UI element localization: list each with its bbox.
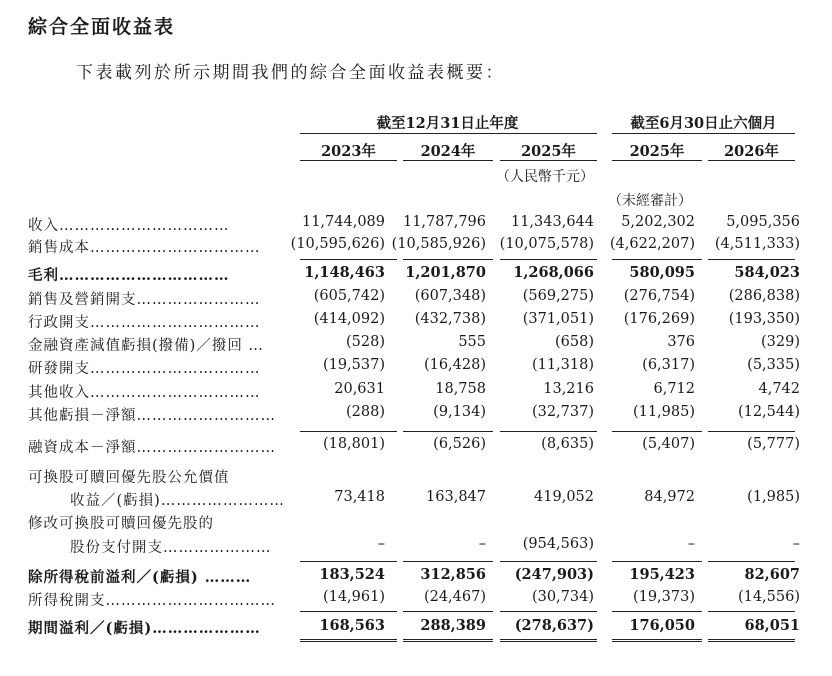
- row-value: 555: [458, 334, 486, 350]
- row-value: (16,428): [423, 357, 486, 373]
- row-value: 68,051: [744, 617, 800, 634]
- row-value: (10,075,578): [499, 236, 594, 252]
- total-double-rule: [403, 639, 493, 642]
- row-value: 20,631: [334, 381, 385, 397]
- row-rule: [500, 259, 597, 260]
- row-value: (176,269): [623, 311, 695, 327]
- row-value: 580,095: [629, 264, 695, 281]
- row-rule: [300, 561, 397, 562]
- row-value: (11,985): [632, 404, 695, 420]
- row-value: –: [377, 536, 385, 552]
- row-value: (18,801): [322, 436, 385, 452]
- header-year-group: 截至12月31日止年度: [376, 115, 519, 132]
- statement-title: 綜合全面收益表: [28, 16, 176, 38]
- row-value: (19,537): [322, 357, 385, 373]
- row-label: 修改可換股可贖回優先股的: [28, 516, 214, 532]
- row-value: (10,585,926): [391, 236, 486, 252]
- header-rule: [612, 160, 702, 161]
- table-row: [0, 334, 832, 356]
- row-label: 銷售及營銷開支……………………: [28, 292, 261, 308]
- row-value: 11,343,644: [510, 214, 594, 230]
- row-rule: [500, 431, 597, 432]
- row-value: 183,524: [319, 566, 385, 583]
- row-value: (14,961): [322, 589, 385, 605]
- row-rule: [300, 431, 397, 432]
- row-value: (19,373): [632, 589, 695, 605]
- row-label: 融資成本－淨額………………………: [28, 440, 276, 456]
- row-value: (605,742): [313, 288, 385, 304]
- row-value: 18,758: [435, 381, 486, 397]
- row-value: 584,023: [734, 264, 800, 281]
- row-value: 82,607: [744, 566, 800, 583]
- row-value: (276,754): [623, 288, 695, 304]
- row-value: –: [478, 536, 486, 552]
- row-rule: [612, 611, 702, 612]
- row-value: (528): [346, 334, 385, 350]
- row-label: 銷售成本……………………………: [28, 240, 261, 256]
- total-double-rule: [300, 639, 397, 642]
- row-label: 除所得稅前溢利／(虧損) ………: [28, 569, 252, 586]
- total-double-rule: [708, 639, 795, 642]
- header-rule: [612, 133, 795, 134]
- table-row: [0, 214, 832, 236]
- intro-text: 下表載列於所示期間我們的綜合全面收益表概要：: [76, 63, 505, 83]
- row-value: (5,335): [747, 357, 800, 373]
- header-rule: [300, 160, 397, 161]
- row-value: 419,052: [534, 489, 594, 505]
- row-value: 13,216: [543, 381, 594, 397]
- row-label: 行政開支……………………………: [28, 315, 261, 331]
- row-value: (247,903): [514, 566, 594, 583]
- row-rule: [708, 611, 795, 612]
- row-rule: [403, 611, 493, 612]
- row-value: (6,317): [642, 357, 695, 373]
- row-value: (193,350): [728, 311, 800, 327]
- row-value: (10,595,626): [290, 236, 385, 252]
- table-row: [0, 357, 832, 379]
- table-row: [0, 436, 832, 458]
- table-row: [0, 566, 832, 588]
- row-value: (9,134): [433, 404, 486, 420]
- row-value: 195,423: [629, 566, 695, 583]
- table-row: [0, 512, 832, 534]
- row-value: (658): [555, 334, 594, 350]
- row-rule: [612, 259, 702, 260]
- row-value: 11,787,796: [402, 214, 486, 230]
- table-row: [0, 381, 832, 403]
- row-label: 毛利……………………………: [28, 267, 230, 284]
- row-value: –: [792, 536, 800, 552]
- header-year: 2025年: [521, 143, 576, 160]
- row-value: (286,838): [728, 288, 800, 304]
- row-value: –: [687, 536, 695, 552]
- row-value: 288,389: [420, 617, 486, 634]
- row-value: (432,738): [414, 311, 486, 327]
- row-value: (1,985): [747, 489, 800, 505]
- row-value: (5,777): [747, 436, 800, 452]
- table-row: [0, 311, 832, 333]
- row-rule: [708, 561, 795, 562]
- row-value: (607,348): [414, 288, 486, 304]
- row-value: (30,734): [531, 589, 594, 605]
- header-six-month-group: 截至6月30日止六個月: [630, 115, 777, 132]
- row-value: 1,268,066: [513, 264, 594, 281]
- row-value: (11,318): [531, 357, 594, 373]
- table-row: [0, 617, 832, 639]
- row-label: 股份支付開支…………………: [70, 540, 272, 556]
- table-row: [0, 288, 832, 310]
- row-value: (12,544): [737, 404, 800, 420]
- table-row: [0, 489, 832, 511]
- row-label: 研發開支……………………………: [28, 361, 261, 377]
- total-double-rule: [500, 639, 597, 642]
- unit-label: （人民幣千元）: [496, 169, 594, 185]
- row-label: 其他收入……………………………: [28, 385, 261, 401]
- row-value: (4,511,333): [714, 236, 800, 252]
- row-value: 168,563: [319, 617, 385, 634]
- row-rule: [300, 611, 397, 612]
- row-label: 所得稅開支……………………………: [28, 593, 276, 609]
- row-value: (371,051): [522, 311, 594, 327]
- unaudited-label: （未經審計）: [608, 193, 692, 209]
- row-value: (569,275): [522, 288, 594, 304]
- row-value: 6,712: [653, 381, 695, 397]
- row-rule: [708, 431, 795, 432]
- row-label: 金融資產減值虧損(撥備)／撥回 …: [28, 338, 264, 354]
- row-rule: [500, 611, 597, 612]
- row-value: 5,202,302: [621, 214, 695, 230]
- row-rule: [708, 259, 795, 260]
- table-row: [0, 404, 832, 426]
- row-rule: [403, 561, 493, 562]
- row-value: (5,407): [642, 436, 695, 452]
- header-rule: [708, 160, 795, 161]
- row-value: (329): [761, 334, 800, 350]
- row-value: (414,092): [313, 311, 385, 327]
- row-value: (8,635): [541, 436, 594, 452]
- row-value: 5,095,356: [726, 214, 800, 230]
- row-rule: [612, 561, 702, 562]
- row-value: 163,847: [426, 489, 486, 505]
- row-label: 其他虧損－淨額………………………: [28, 408, 276, 424]
- table-row: [0, 589, 832, 611]
- row-value: (278,637): [514, 617, 594, 634]
- row-value: (24,467): [423, 589, 486, 605]
- table-row: [0, 466, 832, 488]
- row-label: 期間溢利／(虧損)…………………: [28, 620, 261, 637]
- header-year: 2023年: [321, 143, 376, 160]
- row-value: (32,737): [531, 404, 594, 420]
- row-value: 4,742: [758, 381, 800, 397]
- row-rule: [403, 431, 493, 432]
- row-rule: [612, 431, 702, 432]
- row-rule: [403, 259, 493, 260]
- row-value: 11,744,089: [301, 214, 385, 230]
- row-value: 1,148,463: [304, 264, 385, 281]
- header-rule: [500, 160, 597, 161]
- table-row: [0, 264, 832, 286]
- row-label: 可換股可贖回優先股公允價值: [28, 470, 230, 486]
- row-value: 376: [667, 334, 695, 350]
- table-row: [0, 536, 832, 558]
- row-value: (4,622,207): [609, 236, 695, 252]
- header-year: 2026年: [724, 143, 779, 160]
- table-row: [0, 236, 832, 258]
- row-value: 312,856: [420, 566, 486, 583]
- header-year: 2024年: [420, 143, 476, 160]
- row-rule: [500, 561, 597, 562]
- header-rule: [403, 160, 493, 161]
- row-value: (14,556): [737, 589, 800, 605]
- row-value: (288): [346, 404, 385, 420]
- row-value: 1,201,870: [405, 264, 486, 281]
- row-value: (954,563): [522, 536, 594, 552]
- row-value: (6,526): [433, 436, 486, 452]
- row-rule: [300, 259, 397, 260]
- header-year: 2025年: [629, 143, 685, 160]
- row-label: 收入……………………………: [28, 218, 230, 234]
- row-value: 84,972: [644, 489, 695, 505]
- row-label: 收益／(虧損)……………………: [70, 493, 285, 509]
- row-value: 176,050: [629, 617, 695, 634]
- row-value: 73,418: [334, 489, 385, 505]
- total-double-rule: [612, 639, 702, 642]
- header-rule: [300, 133, 597, 134]
